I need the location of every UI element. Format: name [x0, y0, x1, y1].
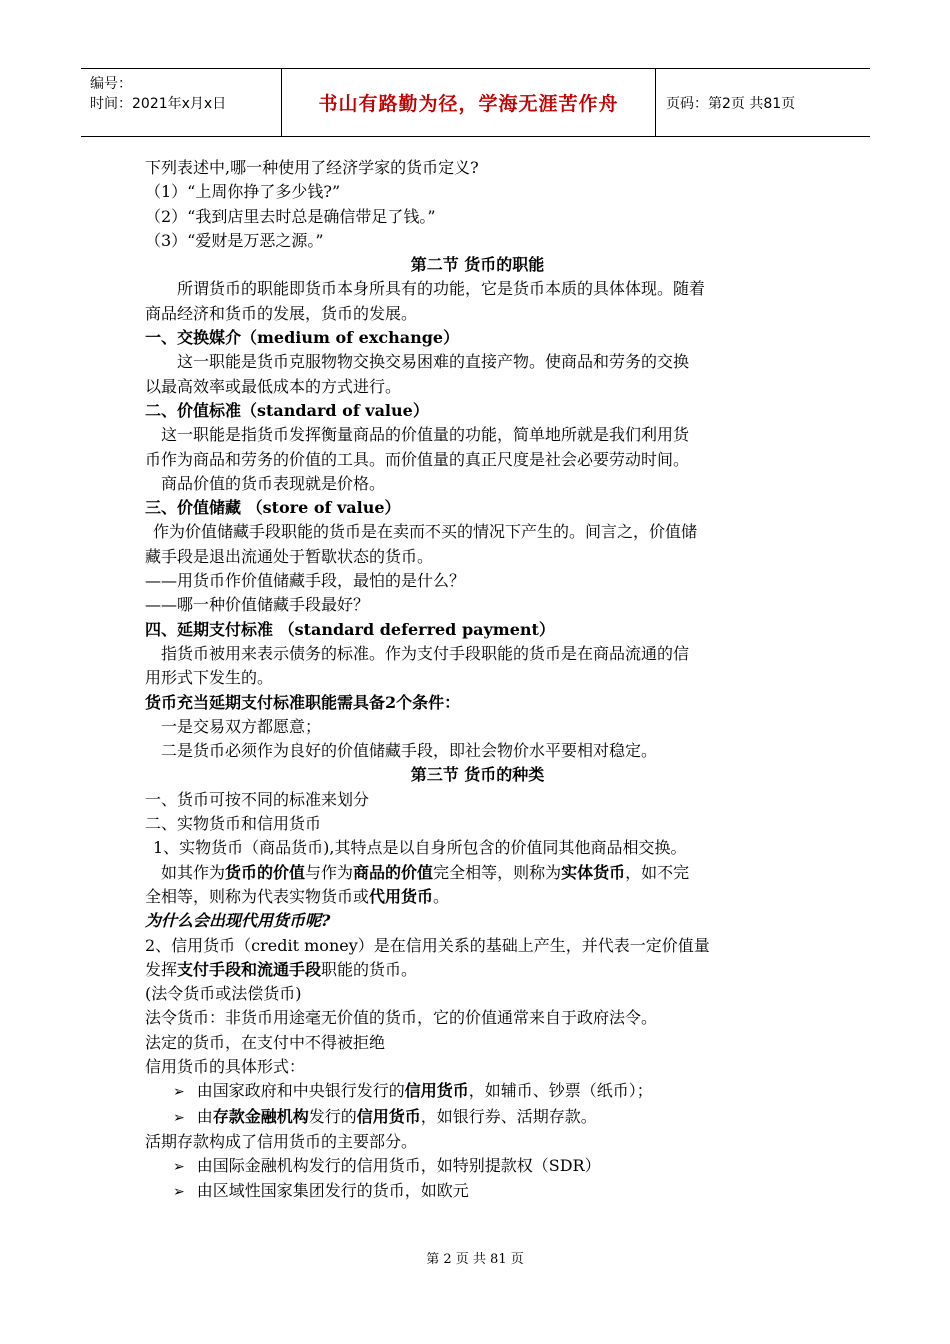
paragraph: 藏手段是退出流通处于暂歇状态的货币。: [145, 546, 434, 566]
paragraph: 法令货币：非货币用途毫无价值的货币，它的价值通常来自于政府法令。: [145, 1008, 658, 1028]
number-label: 编号：: [90, 76, 132, 92]
text-run: 由国际金融机构发行的信用货币，如特别提款权（SDR）: [196, 1156, 601, 1176]
question-line: ——用货币作价值储藏手段，最怕的是什么？: [145, 571, 466, 591]
paragraph: [145, 958, 810, 982]
list-item: [145, 1079, 810, 1104]
paragraph: 这一职能是货币克服物物交换交易困难的直接产物。使商品和劳务的交换: [177, 352, 690, 372]
header-page-label: 页码：第2页 共81页: [666, 95, 796, 112]
paragraph: (法令货币或法偿货币): [145, 984, 302, 1004]
paragraph: 商品价值的货币表现就是价格。: [161, 473, 386, 493]
text-run: 发行的: [308, 1106, 357, 1126]
section-2-title: 第二节 货币的职能: [410, 255, 545, 275]
paragraph: 法定的货币，在支付中不得被拒绝: [145, 1032, 386, 1052]
list-item: [145, 1179, 810, 1204]
text-run: 。: [433, 886, 450, 906]
section-3-title: 第三节 货币的种类: [410, 765, 545, 785]
text-run: ，如辅币、钞票（纸币）；: [468, 1081, 653, 1101]
text-run-bold: 存款金融机构: [212, 1106, 309, 1126]
text-run-bold: 信用货币: [356, 1106, 421, 1126]
header-meta: [81, 69, 282, 136]
arrow-bullet-icon: ➢: [173, 1084, 185, 1101]
question-line: ——哪一种价值储藏手段最好？: [145, 595, 370, 615]
text-run: ，如银行券、活期存款。: [420, 1106, 597, 1126]
text-run: ，如不完: [625, 862, 690, 882]
option-2: （2）“我到店里去时总是确信带足了钱。”: [145, 206, 436, 226]
arrow-bullet-icon: ➢: [173, 1184, 185, 1201]
paragraph: [145, 861, 810, 885]
conditions-title: 货币充当延期支付标准职能需具备2个条件：: [145, 692, 461, 712]
question-heading: 为什么会出现代用货币呢?: [145, 911, 331, 931]
paragraph: 以最高效率或最低成本的方式进行。: [145, 376, 402, 396]
text-run-bold: 商品的价值: [353, 862, 434, 882]
paragraph: 这一职能是指货币发挥衡量商品的价值量的功能，简单地所就是我们利用货: [161, 425, 690, 445]
text-run: 由区域性国家集团发行的货币，如欧元: [196, 1181, 469, 1201]
heading-deferred-payment: 四、延期支付标准 （standard deferred payment）: [145, 619, 555, 639]
paragraph: 指货币被用来表示债务的标准。作为支付手段职能的货币是在商品流通的信: [161, 643, 690, 663]
paragraph: 信用货币的具体形式：: [145, 1056, 306, 1076]
text-run: 如其作为: [161, 862, 226, 882]
text-run: 由: [196, 1106, 213, 1126]
text-run-bold: 支付手段和流通手段: [177, 959, 322, 979]
paragraph: 作为价值储藏手段职能的货币是在卖而不买的情况下产生的。间言之，价值储: [153, 522, 698, 542]
text-run-bold: 货币的价值: [225, 862, 306, 882]
document-body: [145, 156, 810, 1205]
text-run: 发挥: [145, 959, 178, 979]
paragraph: 用形式下发生的。: [145, 668, 274, 688]
text-run: 全相等，则称为代表实物货币或: [145, 886, 370, 906]
text-run: 由国家政府和中央银行发行的: [196, 1081, 405, 1101]
page-footer: 第 2 页 共 81 页: [426, 1252, 524, 1267]
text-run: 与作为: [305, 862, 354, 882]
condition-2: 二是货币必须作为良好的价值储藏手段，即社会物价水平要相对稳定。: [161, 741, 658, 761]
page-header: [81, 68, 870, 137]
text-run-bold: 实体货币: [561, 862, 626, 882]
arrow-bullet-icon: ➢: [173, 1159, 185, 1176]
paragraph: 二、实物货币和信用货币: [145, 814, 322, 834]
option-1: （1）“上周你挣了多少钱?”: [145, 182, 341, 202]
paragraph: 商品经济和货币的发展，货币的发展。: [145, 303, 418, 323]
heading-store-of-value: 三、价值储藏 （store of value）: [145, 498, 401, 518]
heading-standard-of-value: 二、价值标准（standard of value）: [145, 400, 429, 420]
paragraph: 1、实物货币（商品货币),其特点是以自身所包含的价值同其他商品相交换。: [153, 838, 687, 858]
list-item: [145, 1105, 810, 1130]
paragraph: 2、信用货币（credit money）是在信用关系的基础上产生，并代表一定价值量: [145, 935, 710, 955]
list-item: [145, 1154, 810, 1179]
paragraph: 币作为商品和劳务的价值的工具。而价值量的真正尺度是社会必要劳动时间。: [145, 449, 690, 469]
date-label: 时间：2021年x月x日: [90, 96, 227, 112]
text-run: 完全相等，则称为: [433, 862, 562, 882]
text-run-bold: 信用货币: [404, 1081, 469, 1101]
condition-1: 一是交易双方都愿意；: [161, 716, 322, 736]
paragraph: 所谓货币的职能即货币本身所具有的功能，它是货币本质的具体体现。随着: [177, 279, 706, 299]
paragraph: [145, 885, 810, 909]
text-run: 职能的货币。: [321, 959, 418, 979]
paragraph: 活期存款构成了信用货币的主要部分。: [145, 1131, 418, 1151]
arrow-bullet-icon: ➢: [173, 1109, 185, 1126]
header-motto: 书山有路勤为径，学海无涯苦作舟: [282, 69, 656, 136]
option-3: （3）“爱财是万恶之源。”: [145, 230, 324, 250]
question-line: 下列表述中,哪一种使用了经济学家的货币定义?: [145, 158, 479, 177]
heading-medium-of-exchange: 一、交换媒介（medium of exchange）: [145, 328, 460, 348]
text-run-bold: 代用货币: [369, 886, 434, 906]
paragraph: 一、货币可按不同的标准来划分: [145, 789, 370, 809]
